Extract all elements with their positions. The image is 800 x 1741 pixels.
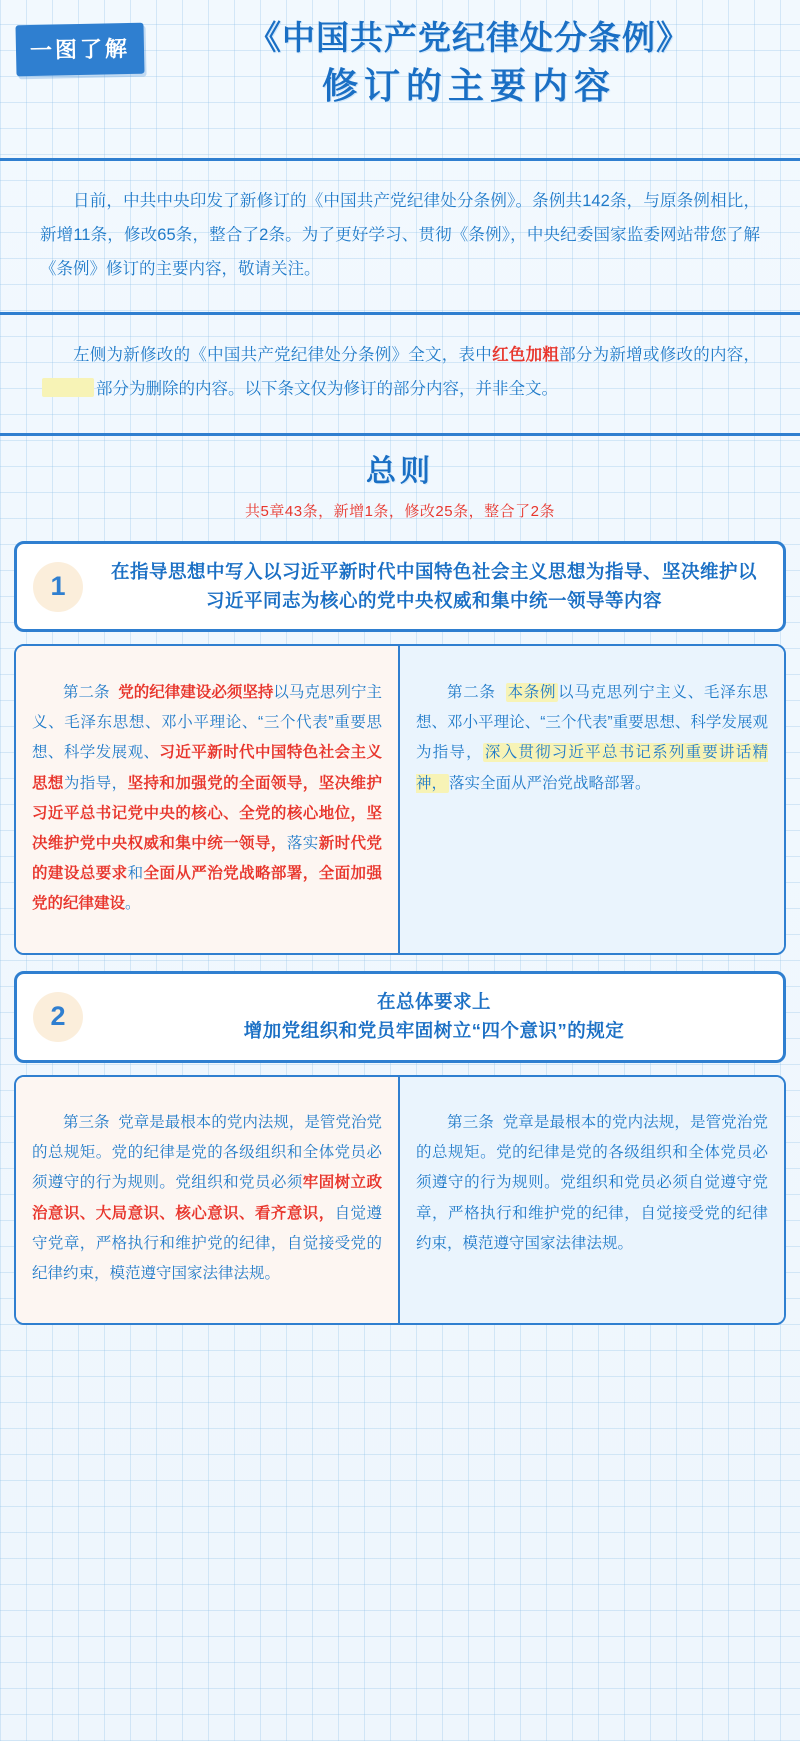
item-heading-2	[14, 971, 786, 1062]
article-segment: 习近平新时代中国特色社会主义思想	[32, 744, 382, 792]
article-segment: 为指导，	[63, 774, 128, 792]
article-segment: 坚持和加强党的全面领导，坚决维护习近平总书记党中央的核心、全党的核心地位，坚决维护党中央权威和集中统一领导，	[32, 774, 382, 852]
article-segment: 深入贯彻习近平总书记系列重要讲话精神，	[416, 744, 768, 792]
article-paragraph-new-2	[32, 1108, 382, 1289]
article-body-new-1	[32, 684, 382, 913]
article-paragraph-old-2	[416, 1108, 768, 1259]
legend-text-1: 左侧为新修改的《中国共产党纪律处分条例》全文，表中	[73, 346, 493, 365]
legend-text-3: 部分为删除的内容。以下条文仅为修订的部分内容，并非全文。	[96, 380, 558, 399]
page-header	[0, 0, 800, 148]
intro-paragraph: 日前，中共中央印发了新修订的《中国共产党纪律处分条例》。条例共142条，与原条例相比，新增11条，修改65条，整合了2条。为了更好学习、贯彻《条例》，中央纪委国家监委网站带您了解《条例》修订的主要内容，敬请关注。	[40, 192, 760, 278]
comparison-old-column-1	[400, 646, 784, 953]
header-row	[16, 14, 784, 108]
article-paragraph-old-1	[416, 678, 768, 799]
chapter-subtitle: 共5章43条，新增1条，修改25条，整合了2条	[245, 503, 555, 521]
article-label-new-2: 第三条	[63, 1114, 110, 1131]
ribbon-badge: 一图了解	[15, 23, 144, 77]
article-paragraph-new-1	[32, 678, 382, 920]
comparison-table-1	[14, 644, 786, 955]
legend-block	[0, 315, 800, 433]
chapter-title: 总则	[366, 455, 434, 489]
article-segment: 党章是最根本的党内法规，是管党治党的总规矩。党的纪律是党的各级组织和全体党员必须遵守的行为规则。党组织和党员必须自觉遵守党章，严格执行和维护党的纪律，自觉接受党的纪律约束，模范遵守国家法律法规。	[416, 1114, 768, 1252]
article-segment: 。	[125, 895, 141, 913]
article-segment: 以马克思列宁主义、毛泽东思想、邓小平理论、“三个代表”重要思想、科学发展观、	[32, 683, 382, 762]
page-title-line2: 修订的主要内容	[322, 65, 617, 107]
article-segment: 落实	[286, 835, 319, 852]
comparison-table-2	[14, 1075, 786, 1325]
article-segment: 落实全面从严治党战略部署。	[449, 774, 651, 792]
article-segment: 全面从严治党战略部署，全面加强党的纪律建设	[32, 865, 382, 913]
article-segment: 党的纪律建设必须坚持	[118, 683, 274, 701]
article-segment: 牢固树立政治意识、大局意识、核心意识、看齐意识，	[32, 1174, 382, 1222]
item-heading-text-2-line2: 增加党组织和党员牢固树立“四个意识”的规定	[243, 1019, 625, 1041]
legend-yellow-swatch	[42, 378, 94, 397]
article-label-old-2: 第三条	[447, 1114, 494, 1131]
comparison-old-column-2	[400, 1077, 784, 1323]
article-segment: 党章是最根本的党内法规，是管党治党的总规矩。党的纪律是党的各级组织和全体党员必须遵守的行为规则。党组织和党员必须	[32, 1114, 382, 1192]
legend-red-label: 红色加粗	[492, 346, 560, 365]
page-title-line1: 《中国共产党纪律处分条例》	[248, 19, 690, 56]
article-segment: 自觉遵守党章，严格执行和维护党的纪律，自觉接受党的纪律约束，模范遵守国家法律法规。	[32, 1204, 382, 1283]
item-heading-text-2-line1: 在总体要求上	[376, 991, 491, 1013]
chapter-block	[0, 436, 800, 525]
article-segment: 以马克思列宁主义、毛泽东思想、邓小平理论、“三个代表”重要思想、科学发展观为指导，	[416, 683, 768, 762]
item-heading-text-1: 在指导思想中写入以习近平新时代中国特色社会主义思想为指导、坚决维护以习近平同志为核心的党中央权威和集中统一领导等内容	[110, 561, 757, 611]
article-segment: 和	[127, 865, 144, 883]
item-number-badge-1: 1	[33, 562, 83, 612]
article-label-old-1: 第二条	[447, 683, 496, 701]
article-body-old-2	[416, 1114, 768, 1252]
item-heading-1	[14, 541, 786, 632]
article-segment: 本条例	[507, 683, 557, 701]
item-block-1	[14, 541, 786, 955]
comparison-new-column-1	[16, 646, 400, 953]
item-heading-text-2	[103, 988, 765, 1045]
article-body-new-2	[32, 1114, 382, 1282]
legend-text-2: 部分为新增或修改的内容，	[559, 346, 761, 365]
page-title	[154, 14, 784, 108]
item-block-2	[14, 971, 786, 1325]
article-label-new-1: 第二条	[63, 683, 110, 701]
item-number-badge-2: 2	[33, 992, 83, 1042]
comparison-new-column-2	[16, 1077, 400, 1323]
article-segment: 新时代党的建设总要求	[32, 835, 382, 883]
